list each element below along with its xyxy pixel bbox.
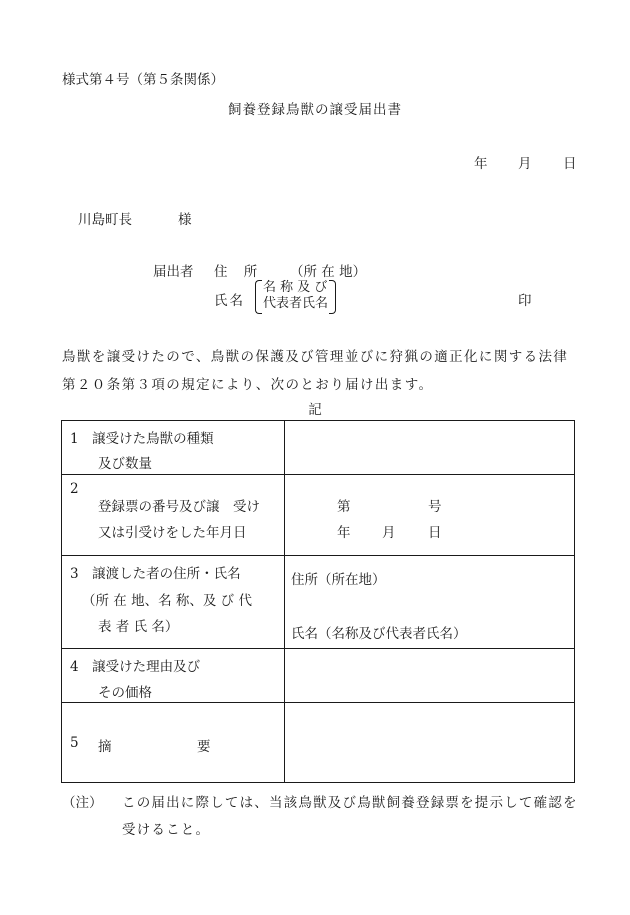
notification-table: [61, 420, 575, 783]
row4-value-cell[interactable]: [285, 649, 575, 703]
row4-label-cell: [62, 649, 285, 703]
reg-number-dai: 第: [337, 499, 351, 515]
row2-line1: 登録票の番号及び譲 受け: [98, 499, 260, 515]
row1-line2: 及び数量: [98, 456, 152, 472]
row4-line2: その価格: [98, 685, 152, 701]
table-row: [62, 475, 575, 556]
row1-line1: 1 譲受けた鳥獣の種類: [70, 431, 214, 447]
row5-label-tekiyo-1: 摘: [98, 739, 112, 755]
form-number: 様式第４号（第５条関係）: [62, 72, 224, 88]
note-text: この届出に際しては、当該鳥獣及び鳥獣飼養登録票を提示して確認を受けること。: [122, 795, 578, 838]
transfer-day: 日: [428, 525, 442, 541]
body-text: 鳥獣を譲受けたので、鳥獣の保護及び管理並びに狩猟の適正化に関する法律第２０条第３項の規定により、次のとおり届け出ます。: [62, 349, 569, 393]
row2-label-cell: [62, 475, 285, 556]
addressee-name: 川島町長: [78, 212, 132, 228]
transferor-address-label: 住所（所在地）: [291, 572, 386, 588]
applicant-label: 届出者: [153, 264, 194, 280]
row3-line1: 3 譲渡した者の住所・氏名: [70, 566, 241, 582]
name-sub-label: [255, 280, 336, 312]
row4-line1: 4 譲受けた理由及び: [70, 659, 201, 675]
table-row: [62, 649, 575, 703]
row3-line2: （所 在 地、名 称、及 び 代: [82, 593, 252, 609]
address-label: 住 所: [214, 264, 264, 280]
row2-number: 2: [70, 481, 79, 497]
row5-label-cell: [62, 703, 285, 783]
address-sub-label: （所 在 地）: [290, 264, 367, 280]
date-year-label: 年: [474, 156, 488, 172]
row2-value-cell[interactable]: [285, 475, 575, 556]
row1-label-cell: [62, 421, 285, 475]
transfer-month: 月: [382, 525, 396, 541]
date-month-label: 月: [518, 156, 532, 172]
row1-value-cell[interactable]: [285, 421, 575, 475]
name-sub-line2: 代表者氏名: [263, 296, 329, 311]
addressee: [78, 208, 192, 228]
addressee-honorific: 様: [178, 212, 192, 228]
row5-value-cell[interactable]: [285, 703, 575, 783]
table-row: [62, 703, 575, 783]
row2-line2: 又は引受けをした年月日: [98, 525, 247, 541]
right-bracket: [329, 280, 336, 314]
row3-label-cell: [62, 556, 285, 649]
row5-number: 5: [70, 735, 79, 751]
name-sub-line1: 名 称 及 び: [263, 280, 328, 295]
table-row: [62, 421, 575, 475]
note-label: （注）: [62, 795, 103, 811]
row5-label-tekiyo-2: 要: [197, 739, 211, 755]
name-label: 氏名: [214, 293, 245, 309]
ki-label: 記: [308, 402, 322, 418]
document-title: 飼養登録鳥獣の譲受届出書: [228, 102, 402, 118]
row3-line3: 表 者 氏 名）: [98, 619, 179, 635]
row3-value-cell[interactable]: [285, 556, 575, 649]
left-bracket: [255, 280, 262, 314]
table-row: [62, 556, 575, 649]
date-day-label: 日: [563, 156, 577, 172]
reg-number-go: 号: [428, 499, 442, 515]
seal-mark: 印: [518, 293, 532, 309]
transferor-name-label: 氏名（名称及び代表者氏名）: [291, 626, 467, 642]
transfer-year: 年: [337, 525, 351, 541]
